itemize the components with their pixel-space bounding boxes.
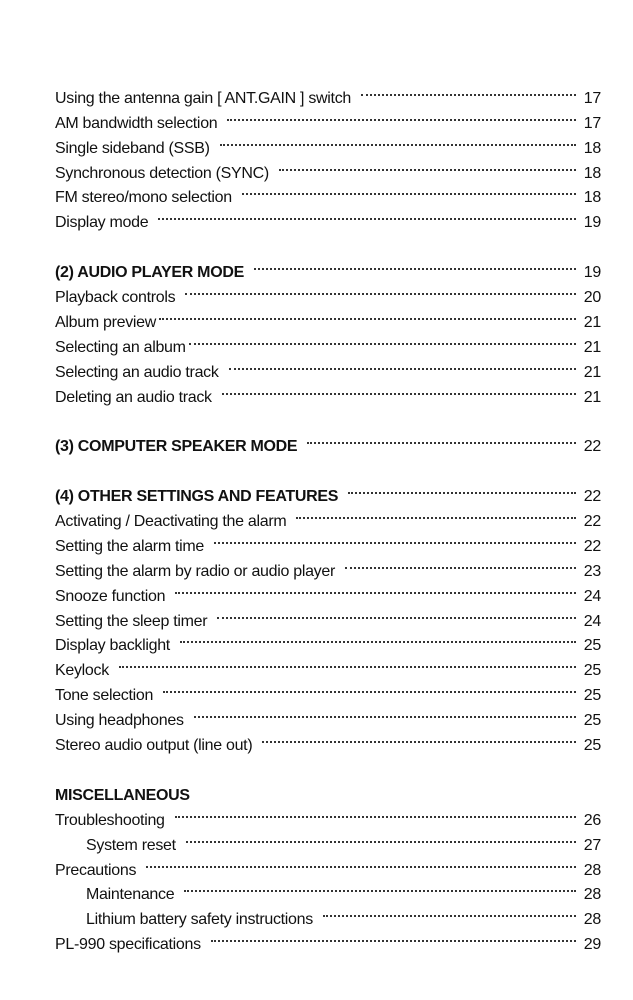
- toc-entry-label: Maintenance: [86, 886, 175, 904]
- toc-entry-label: Precautions: [55, 861, 137, 879]
- dot-leader: [348, 476, 576, 501]
- toc-page-number: 19: [583, 264, 601, 282]
- dot-leader: [307, 426, 575, 451]
- toc-entry-label: Activating / Deactivating the alarm: [55, 513, 287, 531]
- dot-leader: [214, 526, 576, 551]
- toc-entry-label: Setting the alarm time: [55, 537, 205, 555]
- dot-leader: [200, 775, 576, 800]
- toc-entry-label: Playback controls: [55, 289, 176, 307]
- dot-leader: [211, 924, 576, 949]
- toc-section-heading[interactable]: [55, 252, 601, 282]
- dot-leader: [146, 850, 576, 875]
- toc-entry-label: Setting the sleep timer: [55, 612, 208, 630]
- toc-entry[interactable]: [55, 650, 601, 680]
- toc-entry-label: PL-990 specifications: [55, 936, 201, 954]
- toc-page-number: 25: [583, 662, 601, 680]
- dot-leader: [185, 277, 576, 302]
- toc-heading-label: (3) COMPUTER SPEAKER MODE: [55, 438, 298, 456]
- toc-page-number: 21: [583, 388, 601, 406]
- toc-entry-label: Stereo audio output (line out): [55, 737, 253, 755]
- toc-entry-label: Troubleshooting: [55, 811, 165, 829]
- toc-entry-label: Using the antenna gain [ ANT.GAIN ] switch: [55, 89, 352, 107]
- toc-page-number: 22: [583, 488, 601, 506]
- dot-leader: [242, 178, 576, 203]
- toc-entry-label: Setting the alarm by radio or audio player: [55, 562, 336, 580]
- toc-entry-label: AM bandwidth selection: [55, 114, 218, 132]
- toc-page-number: 29: [583, 936, 601, 954]
- dot-leader: [184, 875, 575, 900]
- toc-page-number: 18: [583, 164, 601, 182]
- toc-entry-label: Lithium battery safety instructions: [86, 911, 313, 929]
- toc-page-number: 28: [583, 911, 601, 929]
- toc-entry[interactable]: [55, 78, 601, 107]
- table-of-contents: [55, 78, 601, 954]
- toc-heading-label: (4) OTHER SETTINGS AND FEATURES: [55, 488, 339, 506]
- toc-entry-label: Selecting an audio track: [55, 363, 219, 381]
- toc-page-number: 25: [583, 737, 601, 755]
- toc-entry[interactable]: [55, 675, 601, 705]
- dot-leader: [345, 551, 576, 576]
- toc-page-number: 19: [583, 214, 601, 232]
- toc-page-number: 22: [583, 438, 601, 456]
- toc-section-heading[interactable]: [55, 426, 601, 456]
- dot-leader: [186, 825, 576, 850]
- toc-section-heading[interactable]: [55, 775, 601, 804]
- dot-leader: [227, 103, 575, 128]
- toc-page-number: 25: [583, 687, 601, 705]
- toc-page-number: 22: [583, 537, 601, 555]
- toc-page-number: 18: [583, 139, 601, 157]
- dot-leader: [189, 327, 576, 352]
- toc-entry-label: Single sideband (SSB): [55, 139, 210, 157]
- dot-leader: [119, 650, 576, 675]
- toc-page-number: 21: [583, 338, 601, 356]
- toc-entry-label: System reset: [86, 836, 176, 854]
- dot-leader: [217, 601, 576, 626]
- toc-entry-label: Display mode: [55, 214, 149, 232]
- toc-page-number: 25: [583, 712, 601, 730]
- dot-leader: [254, 252, 576, 277]
- toc-page-number: 24: [583, 612, 601, 630]
- toc-entry-label: Album preview: [55, 313, 157, 331]
- toc-page-number: 18: [583, 189, 601, 207]
- toc-section-heading[interactable]: [55, 476, 601, 506]
- toc-page-number: 27: [583, 836, 601, 854]
- toc-heading-label: (2) AUDIO PLAYER MODE: [55, 264, 244, 282]
- dot-leader: [175, 576, 576, 601]
- toc-entry-label: Tone selection: [55, 687, 154, 705]
- toc-heading-label: MISCELLANEOUS: [55, 786, 190, 804]
- toc-entry-label: Keylock: [55, 662, 109, 680]
- dot-leader: [159, 302, 576, 327]
- toc-page-number: 28: [583, 861, 601, 879]
- toc-entry-label: Synchronous detection (SYNC): [55, 164, 269, 182]
- dot-leader: [158, 202, 575, 227]
- toc-entry-label: Deleting an audio track: [55, 388, 212, 406]
- dot-leader: [361, 78, 576, 103]
- toc-page-number: 28: [583, 886, 601, 904]
- toc-entry-label: Selecting an album: [55, 338, 186, 356]
- dot-leader: [180, 626, 576, 651]
- dot-leader: [279, 153, 576, 178]
- toc-page-number: 22: [583, 513, 601, 531]
- toc-subentry[interactable]: [55, 875, 601, 904]
- dot-leader: [323, 899, 576, 924]
- dot-leader: [229, 352, 576, 377]
- toc-entry-label: Using headphones: [55, 712, 184, 730]
- dot-leader: [222, 377, 576, 402]
- toc-page-number: 17: [583, 89, 601, 107]
- dot-leader: [194, 700, 576, 725]
- toc-page-number: 21: [583, 313, 601, 331]
- dot-leader: [262, 725, 575, 750]
- toc-page-number: 25: [583, 637, 601, 655]
- toc-entry-label: FM stereo/mono selection: [55, 189, 232, 207]
- toc-page-number: 21: [583, 363, 601, 381]
- toc-page-number: 26: [583, 811, 601, 829]
- toc-page-number: 17: [583, 114, 601, 132]
- toc-entry-label: Display backlight: [55, 637, 170, 655]
- dot-leader: [220, 128, 576, 153]
- dot-leader: [175, 800, 576, 825]
- dot-leader: [296, 501, 575, 526]
- toc-entry-label: Snooze function: [55, 587, 166, 605]
- dot-leader: [163, 675, 576, 700]
- toc-page-number: 23: [583, 562, 601, 580]
- toc-page-number: 20: [583, 289, 601, 307]
- toc-page-number: 24: [583, 587, 601, 605]
